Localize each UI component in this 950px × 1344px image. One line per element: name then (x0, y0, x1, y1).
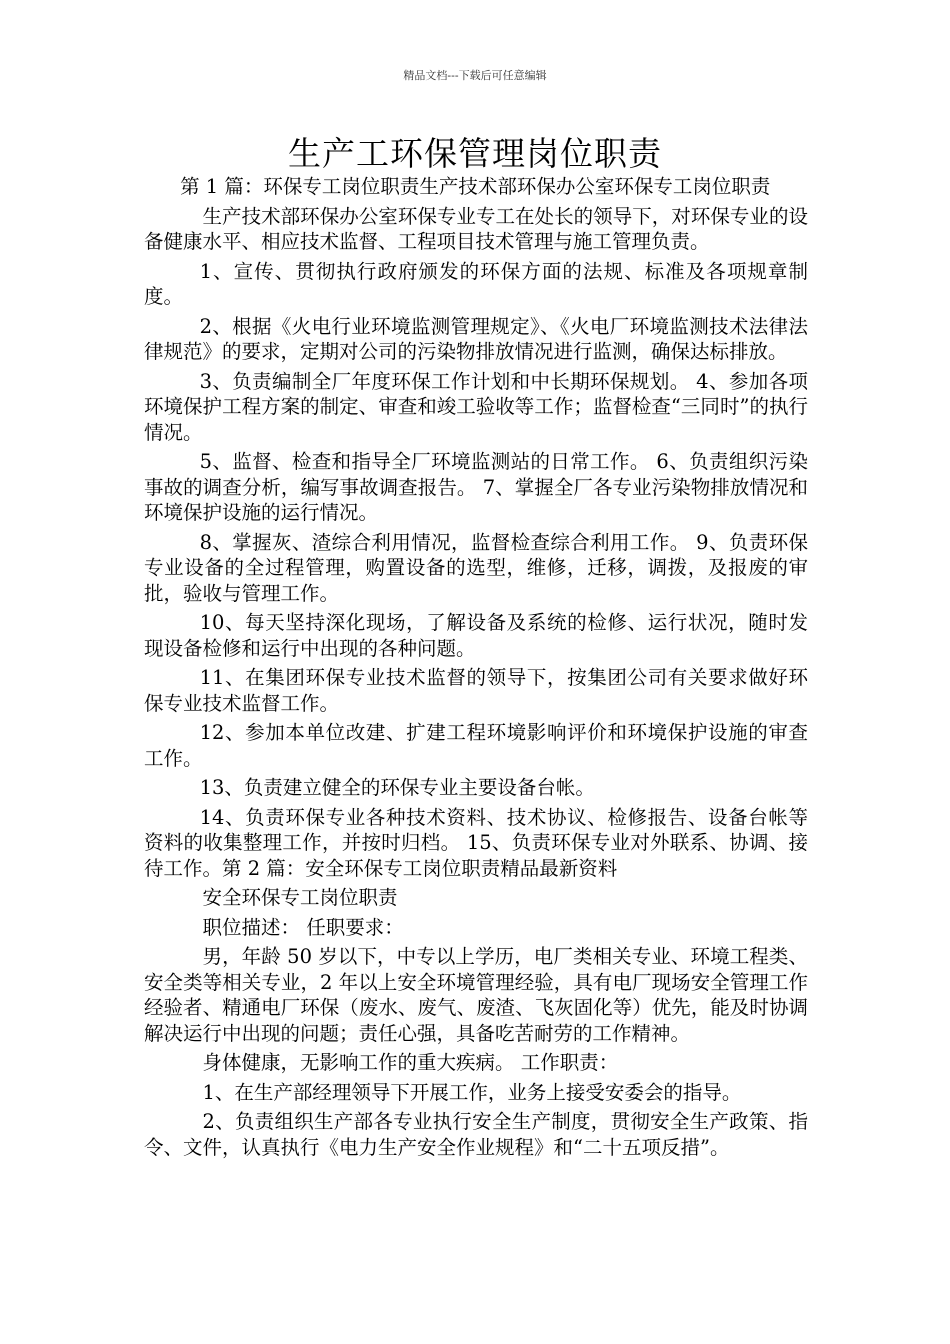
paragraph: 11、在集团环保专业技术监督的领导下，按集团公司有关要求做好环保专业技术监督工作。 (144, 666, 808, 715)
paragraph: 14、负责环保专业各种技术资料、技术协议、检修报告、设备台帐等资料的收集整理工作，并按时归档。 15、负责环保专业对外联系、协调、接待工作。第 2 篇：安全环保专工岗位职责精品最新资料 (144, 805, 808, 880)
paragraph: 男，年龄 50 岁以下，中专以上学历，电厂类相关专业、环境工程类、安全类等相关专业，2 年以上安全环境管理经验，具有电厂现场安全管理工作经验者、精通电厂环保（废水、废气、废渣、飞灰固化等）优先，能及时协调解决运行中出现的问题；责任心强，具备吃苦耐劳的工作精神。 (144, 945, 808, 1045)
paragraph: 13、负责建立健全的环保专业主要设备台帐。 (199, 776, 595, 799)
paragraph: 12、参加本单位改建、扩建工程环境影响评价和环境保护设施的审查工作。 (144, 721, 808, 770)
document-body (144, 174, 808, 1164)
paragraph: 2、根据《火电行业环境监测管理规定》、《火电厂环境监测技术法律法律规范》的要求，定期对公司的污染物排放情况进行监测，确保达标排放。 (144, 314, 808, 363)
paragraph: 身体健康，无影响工作的重大疾病。 工作职责： (202, 1051, 619, 1074)
paragraph: 3、负责编制全厂年度环保工作计划和中长期环保规划。 4、参加各项环境保护工程方案的制定、审查和竣工验收等工作；监督检查“三同时”的执行情况。 (144, 369, 808, 444)
paragraph: 1、在生产部经理领导下开展工作，业务上接受安委会的指导。 (202, 1080, 742, 1104)
paragraph: 生产技术部环保办公室环保专业专工在处长的领导下，对环保专业的设备健康水平、相应技术监督、工程项目技术管理与施工管理负责。 (144, 204, 808, 253)
paragraph: 10、每天坚持深化现场，了解设备及系统的检修、运行状况，随时发现设备检修和运行中出现的各种问题。 (144, 611, 808, 660)
paragraph: 安全环保专工岗位职责 (202, 886, 398, 909)
document-title: 生产工环保管理岗位职责 (288, 134, 662, 173)
paragraph: 8、掌握灰、渣综合利用情况，监督检查综合利用工作。 9、负责环保专业设备的全过程管理，购置设备的选型，维修，迁移，调拨，及报废的审批，验收与管理工作。 (144, 530, 808, 605)
page-header: 精品文档---下载后可任意编辑 (403, 69, 547, 82)
paragraph: 第 1 篇：环保专工岗位职责生产技术部环保办公室环保专工岗位职责 (180, 175, 771, 198)
paragraph: 5、监督、检查和指导全厂环境监测站的日常工作。 6、负责组织污染事故的调查分析，编写事故调查报告。 7、掌握全厂各专业污染物排放情况和环境保护设施的运行情况。 (144, 450, 808, 524)
paragraph: 1、宣传、贯彻执行政府颁发的环保方面的法规、标准及各项规章制度。 (144, 259, 808, 308)
paragraph: 职位描述： 任职要求： (202, 915, 404, 939)
paragraph: 2、负责组织生产部各专业执行安全生产制度，贯彻安全生产政策、指令、文件，认真执行《电力生产安全作业规程》和“二十五项反措”。 (144, 1110, 808, 1159)
